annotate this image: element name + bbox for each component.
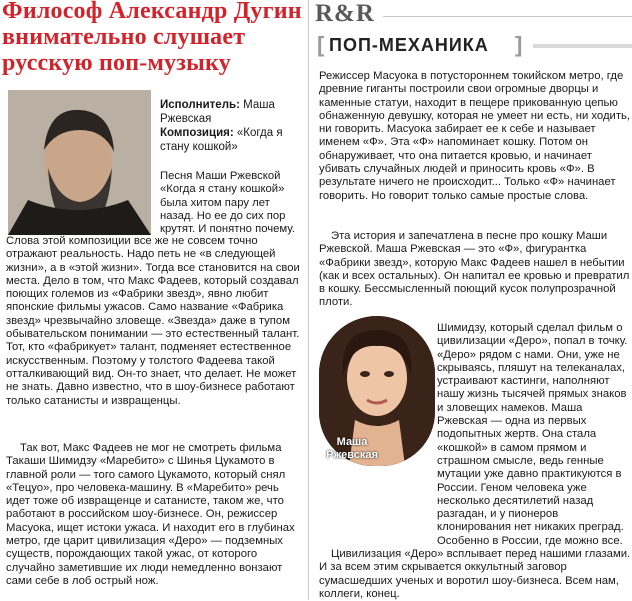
body-paragraph-4: Эта история и запечатлена в песне про кошку Маши Ржевской. Маша Ржевская — это «Ф», фигурантка «Фабрики звезд», которую Макс Фадеев нашел в небытии (как и всех остальных). Он напитал ее кровью и превратил в кошку. Бессмысленный поющий кусок полупрозрачной плоти.: [319, 230, 630, 309]
bracket-left-icon: [: [317, 32, 325, 57]
body-paragraph-2: Так вот, Макс Фадеев не мог не смотреть фильма Такаши Шимидзу «Маребито» с Шинья Цукамото в главной роли — того самого Цукамото, который снял «Тецуо», про человека-машину. В «Маребито» речь идет тоже об извращенце и сатанисте, таком же, что работают в российском шоу-бизнесе. Он, режиссер Масуока, ищет истоки ужаса. И находит его в глубинах метро, где царит цивилизация «Деро» — подземных существ, порождающих такой ужас, от которого случайно заметившие их люди немедленно вонзают сами себе в лоб острый нож.: [6, 442, 295, 587]
performer-label: Исполнитель:: [160, 99, 240, 111]
bracket-right-icon: ]: [515, 32, 523, 57]
body-paragraph-3: Режиссер Масуока в потустороннем токийском метро, где древние гиганты построили свои огромные дворцы и каменные статуи, находит в пещере прикованную цепью обнаженную девушку, которая не умеет ни есть, ни ходить, ни говорить. Масуока забирает ее к себе и называет именем «Ф». Эта «Ф» напоминает кошку. Потом он обнаруживает, что она питается кровью, и начинает убивать случайных людей и приносить кровь «Ф». В результате ничего не происходит... Только «Ф» начинает говорить. Но говорит только самые простые слова.: [319, 70, 631, 202]
body-paragraph-1: Слова этой композиции все же не совсем точно отражают реальность. Надо петь не «в следующей жизни», а в «этой жизни». Тогда все становится на свои места. Дело в том, что Макс Фадеев, который создавал поющих големов из «Фабрики звезд», явно любит японские фильмы ужасов. Само название «Фабрика звезд» чрезвычайно зловеще. «Звезда» даже в тупом обывательском понимании — это естественный талант. Тот, кто «фабрикует» талант, подменяет естественное искусственным. Поэтому у толстого Фадеева такой отталкивающий вид. Он-то знает, что делает. Не может не знать. Давно известно, что в шоу-бизнесе работают только сатанисты и извращенцы.: [6, 235, 300, 407]
section-logo: R&R: [315, 0, 375, 27]
header-rule: [383, 16, 632, 23]
rubric-label: [317, 34, 527, 58]
right-column: [311, 0, 632, 600]
rubric-bar: [533, 44, 632, 48]
left-column: [0, 0, 305, 600]
column-divider: [308, 0, 309, 600]
article-headline: Философ Александр Дугин внимательно слушает русскую поп-музыку: [2, 0, 302, 76]
performer-value: Маша Ржевская: [160, 99, 275, 125]
body-paragraph-6: Цивилизация «Деро» всплывает перед нашими глазами. И за всем этим скрывается оккультный заговор сумасшедших ученых и воротил шоу-бизнеса. Всем нам, коллеги, конец.: [319, 548, 631, 600]
composition-value: «Когда я стану кошкой»: [160, 127, 283, 153]
rubric-title: ПОП-МЕХАНИКА: [329, 35, 489, 55]
photo-caption: Маша Ржевская: [326, 436, 378, 461]
lead-paragraph: Песня Маши Ржевской «Когда я стану кошкой» была хитом пару лет назад. Но ее до сих пор крутят. И понятно почему.: [160, 170, 295, 236]
dugin-photo: [8, 90, 151, 235]
song-meta: [160, 98, 305, 154]
composition-label: Композиция:: [160, 127, 234, 139]
body-paragraph-5: Шимидзу, который сделал фильм о цивилизации «Деро», попал в точку. «Деро» рядом с нами. Они, уже не скрываясь, пляшут на телеканалах, устраивают кастинги, наполняют нашу жизнь тысячей прямых знаков и зловещих намеков. Маша Ржевская — одна из первых подопытных жертв. Она стала «кошкой» в самом прямом и страшном смысле, ведь генные мутации уже давно практикуются в России. Геном человека уже несколько десятилетий назад разгадан, и у пионеров клонирования нет никаких преград. Особенно в России, где можно все.: [437, 322, 628, 547]
portrait-illustration: [8, 90, 151, 235]
